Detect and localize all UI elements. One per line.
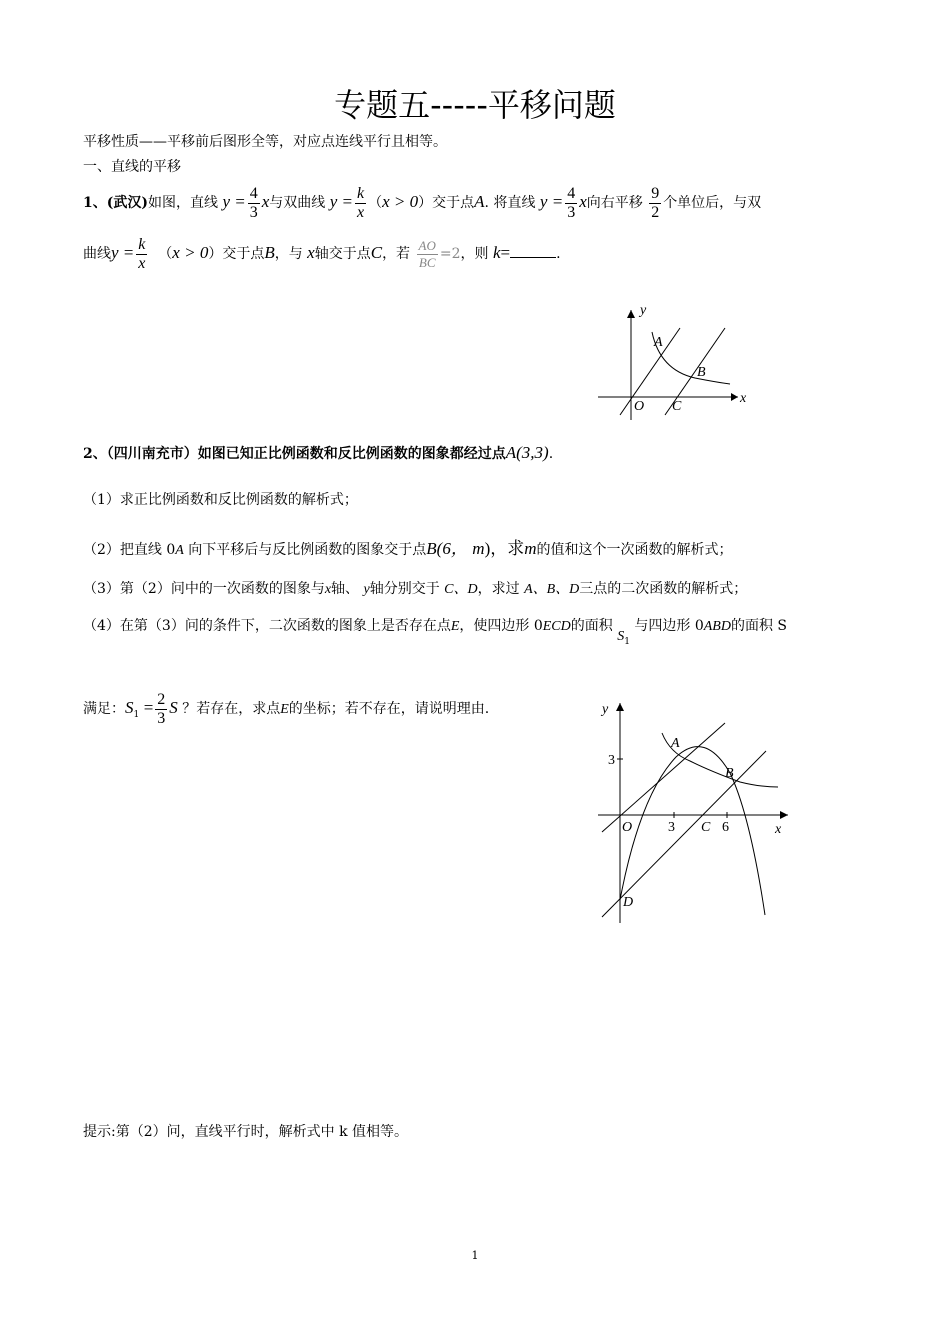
q2-part1: （1）求正比例函数和反比例函数的解析式；	[83, 492, 358, 508]
q1-text: （	[368, 195, 383, 211]
q2-var: C、D	[444, 582, 478, 597]
fig1-line-original	[620, 328, 680, 415]
q1-text: ，则	[460, 246, 489, 262]
eq-x: x	[579, 192, 587, 211]
q2-text: 的值和这个一次函数的解析式；	[536, 542, 733, 558]
q2-text: 的面积	[570, 618, 613, 634]
q2-var: A	[175, 543, 184, 558]
q2-text: ，求过	[477, 581, 520, 597]
k-variable: k	[492, 243, 501, 262]
q2-sub: 1	[133, 709, 140, 720]
q1-text: . 将直线	[484, 195, 536, 211]
q2-text: （2）把直线 0	[83, 542, 176, 558]
fig2-label-y: y	[602, 702, 609, 717]
fig1-label-y: y	[640, 303, 647, 318]
q1-text: 轴交于点	[314, 246, 371, 262]
q2-part4-cont	[83, 686, 489, 737]
q2-text: 向下平移后与反比例函数的图象交于点	[183, 542, 427, 558]
point-b-coord: B(6，	[426, 539, 468, 558]
fig2-label-o: O	[622, 820, 633, 835]
equals: =	[500, 243, 511, 262]
eq-y: y =	[329, 192, 354, 211]
q1-source: (武汉)	[106, 195, 148, 211]
fig1-label-x: x	[740, 391, 747, 406]
figure-1-graph	[590, 300, 760, 430]
section-heading: 一、直线的平移	[83, 159, 181, 175]
q1-text: 如图，直线	[148, 195, 218, 211]
q2-end: .	[548, 446, 554, 462]
q2-text: )，求	[484, 539, 525, 558]
figure-2-graph	[590, 695, 800, 925]
eq-y: y =	[111, 243, 135, 262]
condition: x > 0	[382, 192, 419, 211]
q2-var: ABD	[703, 619, 731, 634]
q2-part2	[83, 534, 733, 559]
q2-var: A、B、D	[524, 582, 580, 597]
q2-var: E	[280, 702, 289, 717]
fig1-label-o: O	[634, 399, 645, 414]
fig1-label-b: B	[697, 365, 706, 380]
q1-line1	[83, 180, 761, 225]
q2-heading	[83, 443, 553, 463]
fig2-tick-label-x6: 6	[722, 820, 729, 835]
q2-part3	[83, 578, 747, 598]
ratio-value: =2	[439, 246, 461, 262]
q2-text: （3）第（2）问中的一次函数的图象与	[83, 581, 325, 597]
q2-var: m	[524, 539, 537, 558]
fig2-label-x: x	[775, 822, 782, 837]
s1-symbol: $S_1$	[617, 629, 630, 647]
q2-text: 轴、	[331, 581, 360, 597]
page-title: 专题五-----平移问题	[334, 86, 616, 124]
point-a-coord: A(3,3)	[505, 443, 549, 462]
q2-var: E	[450, 619, 460, 634]
translation-property: 平移性质——平移前后图形全等，对应点连线平行且相等。	[83, 134, 447, 150]
q2-var: S	[169, 698, 178, 717]
fig2-label-b: B	[725, 766, 734, 781]
q1-text: 曲线	[83, 246, 111, 262]
fraction-4-3: $\frac{4}{3}$	[567, 184, 576, 221]
point-c: C	[370, 243, 383, 262]
q2-text: 与四边形 0	[634, 618, 704, 634]
page-number: 1	[471, 1249, 479, 1262]
point-b: B	[264, 243, 275, 262]
q1-text: 向右平移	[586, 195, 643, 211]
q1-text: ，与	[274, 246, 303, 262]
x-variable: x	[307, 243, 315, 262]
q1-text: 个单位后，与双	[663, 195, 762, 211]
condition: x > 0	[172, 243, 209, 262]
fraction-2-3: $\frac{2}{3}$	[157, 690, 166, 727]
fraction-k-x: $\frac{k}{x}$	[357, 184, 365, 221]
q1-text: ）交于点	[208, 246, 265, 262]
eq-x: x	[261, 192, 270, 211]
point-a: A	[474, 192, 485, 211]
q2-text: （4）在第（3）问的条件下，二次函数的图象上是否存在点	[83, 618, 451, 634]
fig1-label-c: C	[672, 399, 682, 414]
hint: 提示:第（2）问，直线平行时，解析式中 k 值相等。	[83, 1124, 409, 1140]
q2-head-text: 2、（四川南充市）如图已知正比例函数和反比例函数的图象都经过点	[83, 446, 506, 462]
fig2-label-d: D	[623, 895, 634, 910]
fig2-label-a: A	[671, 736, 680, 751]
q2-var: S	[125, 698, 134, 717]
q2-text: ？若存在，求点	[182, 701, 281, 717]
ratio-fraction: $\frac{AO}{BC}$	[418, 237, 436, 270]
q2-text: 三点的二次函数的解析式；	[579, 581, 748, 597]
q1-text: ，若	[382, 246, 411, 262]
fraction-4-3: $\frac{4}{3}$	[249, 184, 258, 221]
fig1-hyperbola	[652, 332, 730, 384]
fig1-label-a: A	[654, 335, 663, 350]
q2-text: ，使四边形 0	[459, 618, 543, 634]
q1-number: 1、	[83, 195, 107, 211]
q2-part4	[83, 615, 788, 647]
fig2-tick-label-x3: 3	[668, 820, 675, 835]
q2-var: x	[324, 582, 332, 597]
fig1-y-arrow	[627, 310, 635, 318]
fig2-y-arrow	[616, 703, 624, 711]
fraction-9-2: $\frac{9}{2}$	[651, 184, 660, 221]
q1-text: 与双曲线	[269, 195, 326, 211]
q2-var: y	[363, 582, 370, 597]
q1-text: .	[556, 246, 561, 262]
fraction-k-x: $\frac{k}{x}$	[138, 235, 146, 272]
equals: =	[143, 698, 154, 717]
eq-y: y =	[222, 192, 246, 211]
q1-text: （	[158, 246, 173, 262]
q2-text: 轴分别交于	[369, 581, 440, 597]
answer-blank[interactable]	[510, 243, 556, 258]
fig2-label-c: C	[701, 820, 711, 835]
q2-text: 的坐标；若不存在，请说明理由.	[288, 701, 490, 717]
fig2-parabola	[620, 747, 765, 915]
fig1-x-arrow	[731, 393, 738, 401]
fig2-x-arrow	[780, 811, 788, 819]
fig2-tick-label-y3: 3	[608, 753, 615, 768]
eq-y: y =	[539, 192, 564, 211]
q1-text: ）交于点	[418, 195, 475, 211]
q2-var: m	[472, 539, 485, 558]
q1-line2	[83, 231, 561, 276]
q2-text: 的面积 S	[730, 618, 788, 634]
q2-var: ECD	[542, 619, 571, 634]
q2-text: 满足：	[83, 701, 125, 717]
